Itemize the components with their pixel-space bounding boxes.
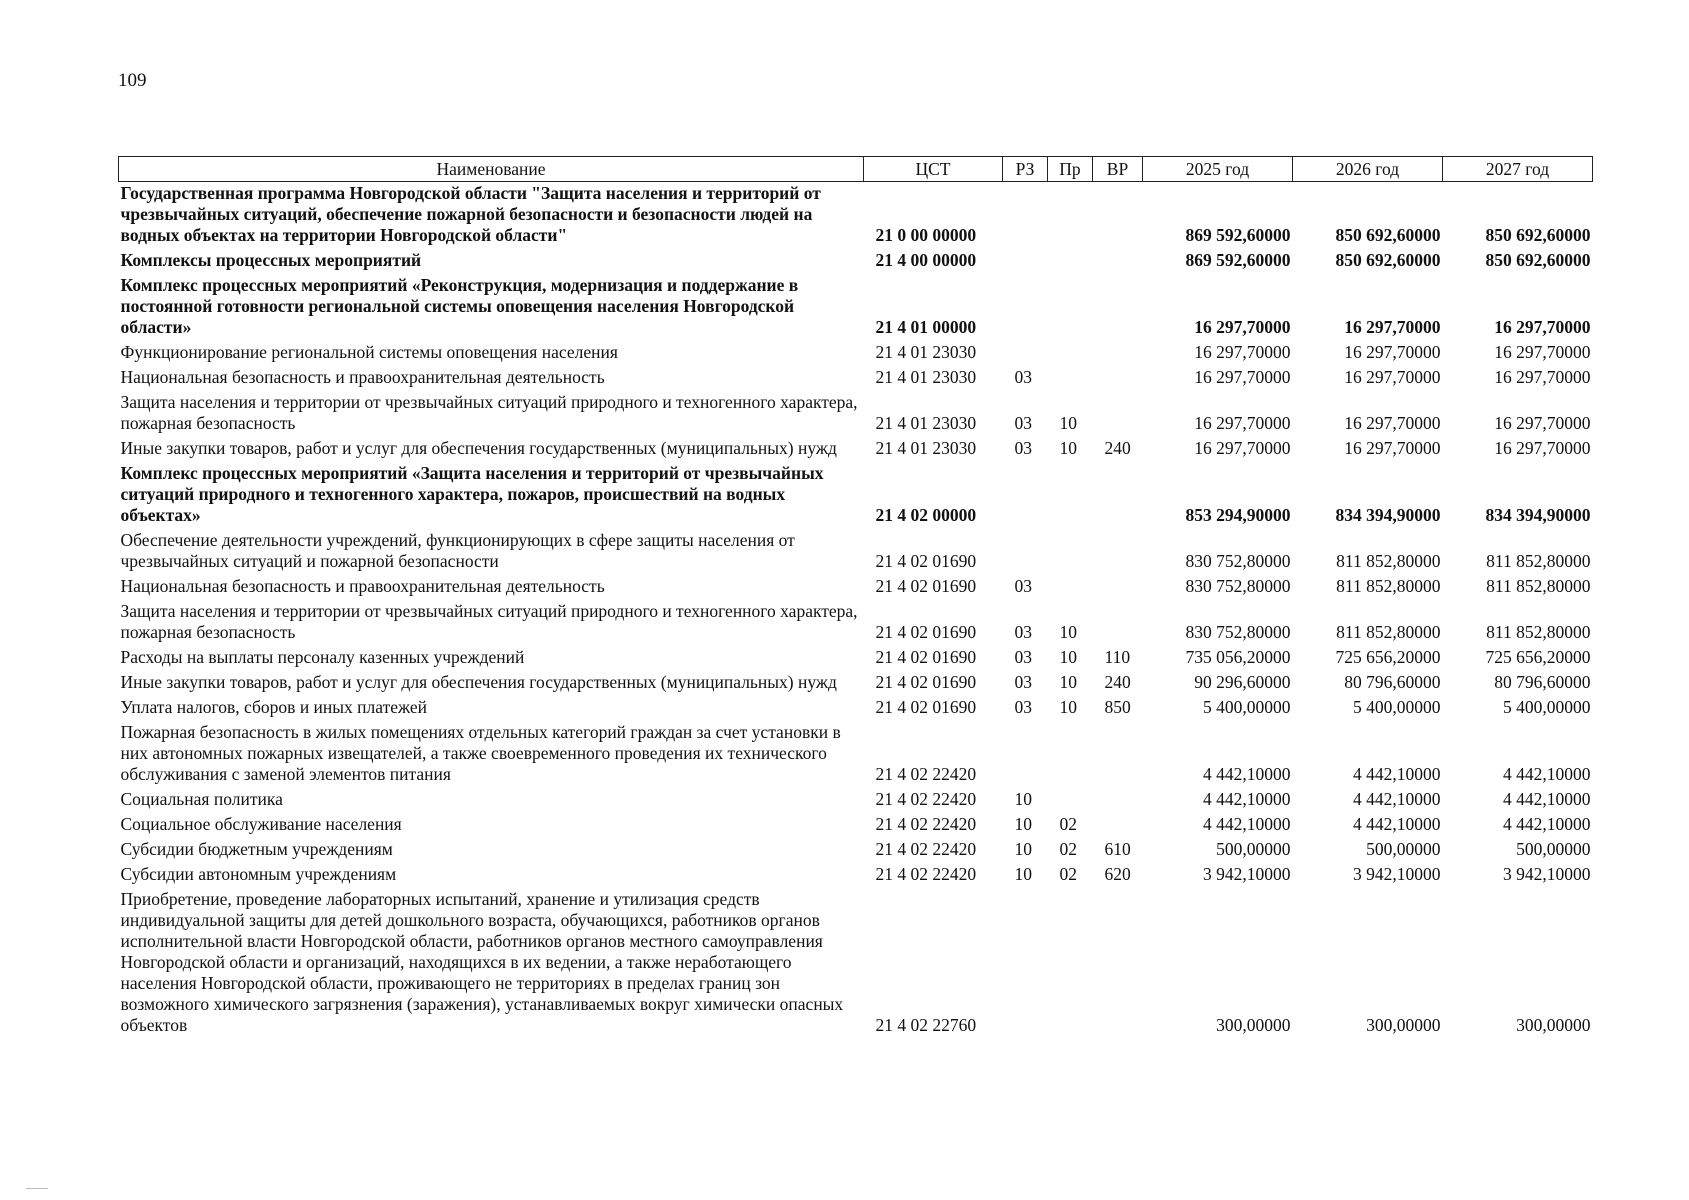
- cell-rz: [1003, 888, 1048, 1039]
- cell-2026: 850 692,60000: [1335, 250, 1441, 270]
- cell-pr: [1048, 341, 1093, 366]
- cell-name: Расходы на выплаты персоналу казенных учреждений: [120, 647, 525, 667]
- cell-rz: 03: [1014, 576, 1032, 596]
- cell-pr: [1048, 274, 1093, 341]
- table-row: [119, 600, 1593, 646]
- header-rz: РЗ: [1003, 157, 1048, 182]
- cell-name: Защита населения и территории от чрезвычайных ситуаций природного и техногенного характера, пожарная безопасность: [120, 601, 858, 642]
- cell-2025: 16 297,70000: [1194, 317, 1291, 337]
- cell-pr: 10: [1059, 622, 1077, 642]
- header-2025: 2025 год: [1143, 157, 1293, 182]
- cell-2026: 16 297,70000: [1344, 438, 1441, 458]
- cell-2027: 16 297,70000: [1494, 367, 1591, 387]
- cell-pr: [1048, 721, 1093, 788]
- cell-name: Приобретение, проведение лабораторных испытаний, хранение и утилизация средств индивидуальной защиты для детей дошкольного возраста, обучающихся, работников органов исполнительной власти Новгородской области, работников органов местного самоуправления Новгородской области и организаций, находящихся в их ведении, а также неработающего населения Новгородской области, проживающего не территориях в пределах границ зон возможного химического загрязнения (заражения), устанавливаемых вокруг химически опасных объектов: [120, 889, 844, 1035]
- cell-cst: 21 4 02 22420: [875, 864, 977, 884]
- cell-2026: 16 297,70000: [1344, 413, 1441, 433]
- cell-2027: 4 442,10000: [1503, 789, 1591, 809]
- cell-rz: [1003, 182, 1048, 250]
- cell-2026: 16 297,70000: [1344, 317, 1441, 337]
- cell-rz: [1003, 462, 1048, 529]
- cell-vr: [1093, 249, 1143, 274]
- table-row: [119, 575, 1593, 600]
- cell-cst: 21 4 01 23030: [875, 413, 977, 433]
- cell-2025: 4 442,10000: [1203, 764, 1291, 784]
- cell-vr: [1093, 462, 1143, 529]
- cell-rz: 03: [1014, 672, 1032, 692]
- table-row: [119, 696, 1593, 721]
- cell-name: Комплекс процессных мероприятий «Реконструкция, модернизация и поддержание в постоянной готовности региональной системы оповещения населения Новгородской области»: [120, 275, 799, 337]
- cell-pr: [1048, 575, 1093, 600]
- table-row: [119, 721, 1593, 788]
- cell-name: Государственная программа Новгородской области "Защита населения и территорий от чрезвычайных ситуаций, обеспечение пожарной безопасности и безопасности людей на водных объектах на территории Новгородской области": [120, 183, 821, 245]
- cell-cst: 21 4 01 00000: [875, 317, 977, 337]
- cell-2025: 735 056,20000: [1185, 647, 1291, 667]
- cell-2026: 16 297,70000: [1344, 342, 1441, 362]
- cell-pr: 10: [1059, 672, 1077, 692]
- cell-cst: 21 4 02 22760: [875, 1015, 977, 1035]
- cell-vr: [1093, 813, 1143, 838]
- table-row: [119, 366, 1593, 391]
- cell-2027: 4 442,10000: [1503, 814, 1591, 834]
- cell-2027: 300,00000: [1516, 1015, 1591, 1035]
- cell-pr: [1048, 249, 1093, 274]
- table-row: [119, 838, 1593, 863]
- cell-2027: 850 692,60000: [1485, 250, 1591, 270]
- cell-2026: 16 297,70000: [1344, 367, 1441, 387]
- cell-name: Социальная политика: [120, 789, 283, 809]
- cell-2025: 4 442,10000: [1203, 789, 1291, 809]
- table-row: [119, 391, 1593, 437]
- cell-name: Национальная безопасность и правоохранительная деятельность: [120, 576, 605, 596]
- cell-pr: 02: [1059, 839, 1077, 859]
- cell-2027: 5 400,00000: [1503, 697, 1591, 717]
- header-vr: ВР: [1093, 157, 1143, 182]
- cell-2027: 4 442,10000: [1503, 764, 1591, 784]
- table-row: [119, 249, 1593, 274]
- cell-name: Уплата налогов, сборов и иных платежей: [120, 697, 427, 717]
- cell-name: Субсидии автономным учреждениям: [120, 864, 397, 884]
- cell-name: Обеспечение деятельности учреждений, функционирующих в сфере защиты населения от чрезвычайных ситуаций и пожарной безопасности: [120, 530, 795, 571]
- table-row: [119, 274, 1593, 341]
- cell-2027: 16 297,70000: [1494, 438, 1591, 458]
- cell-cst: 21 4 01 23030: [875, 342, 977, 362]
- cell-2026: 80 796,60000: [1344, 672, 1441, 692]
- cell-rz: [1003, 721, 1048, 788]
- table-row: [119, 341, 1593, 366]
- scan-mark: [26, 1188, 48, 1189]
- table-row: [119, 888, 1593, 1039]
- cell-2026: 725 656,20000: [1335, 647, 1441, 667]
- cell-rz: [1003, 274, 1048, 341]
- header-name: Наименование: [119, 157, 864, 182]
- cell-2027: 16 297,70000: [1494, 317, 1591, 337]
- cell-cst: 21 0 00 00000: [875, 225, 977, 245]
- table-row: [119, 646, 1593, 671]
- cell-pr: [1048, 462, 1093, 529]
- cell-pr: [1048, 366, 1093, 391]
- cell-vr: [1093, 274, 1143, 341]
- cell-2026: 811 852,80000: [1336, 576, 1441, 596]
- cell-pr: [1048, 182, 1093, 250]
- cell-name: Функционирование региональной системы оповещения населения: [120, 342, 618, 362]
- cell-vr: 110: [1104, 647, 1131, 667]
- cell-2026: 4 442,10000: [1353, 764, 1441, 784]
- cell-2027: 811 852,80000: [1486, 551, 1591, 571]
- cell-pr: 02: [1059, 814, 1077, 834]
- cell-2025: 300,00000: [1216, 1015, 1291, 1035]
- cell-2025: 869 592,60000: [1185, 250, 1291, 270]
- header-cst: ЦСТ: [864, 157, 1003, 182]
- cell-cst: 21 4 02 01690: [875, 576, 977, 596]
- cell-2025: 869 592,60000: [1185, 225, 1291, 245]
- cell-2025: 16 297,70000: [1194, 438, 1291, 458]
- cell-vr: [1093, 888, 1143, 1039]
- cell-2026: 4 442,10000: [1353, 814, 1441, 834]
- cell-2026: 300,00000: [1366, 1015, 1441, 1035]
- cell-pr: 10: [1059, 697, 1077, 717]
- cell-name: Защита населения и территории от чрезвычайных ситуаций природного и техногенного характера, пожарная безопасность: [120, 392, 858, 433]
- cell-pr: 10: [1059, 438, 1077, 458]
- cell-vr: [1093, 788, 1143, 813]
- cell-rz: 10: [1014, 789, 1032, 809]
- cell-pr: 10: [1059, 413, 1077, 433]
- cell-name: Пожарная безопасность в жилых помещениях отдельных категорий граждан за счет установки в них автономных пожарных извещателей, а также своевременного проведения их технического обслуживания с заменой элементов питания: [120, 722, 841, 784]
- cell-rz: 10: [1014, 839, 1032, 859]
- cell-2026: 834 394,90000: [1335, 505, 1441, 525]
- cell-vr: 620: [1104, 864, 1131, 884]
- cell-rz: 03: [1014, 647, 1032, 667]
- cell-rz: 03: [1014, 697, 1032, 717]
- table-row: [119, 462, 1593, 529]
- cell-vr: 240: [1104, 672, 1131, 692]
- cell-2025: 90 296,60000: [1194, 672, 1291, 692]
- cell-cst: 21 4 02 00000: [875, 505, 977, 525]
- cell-2027: 80 796,60000: [1494, 672, 1591, 692]
- table-header: [119, 157, 1593, 182]
- cell-cst: 21 4 02 01690: [875, 672, 977, 692]
- cell-vr: [1093, 341, 1143, 366]
- cell-2025: 830 752,80000: [1185, 551, 1291, 571]
- cell-2027: 811 852,80000: [1486, 622, 1591, 642]
- cell-2025: 16 297,70000: [1194, 413, 1291, 433]
- cell-2025: 5 400,00000: [1203, 697, 1291, 717]
- cell-2025: 4 442,10000: [1203, 814, 1291, 834]
- page-number: 109: [118, 70, 147, 91]
- cell-cst: 21 4 02 01690: [875, 551, 977, 571]
- cell-cst: 21 4 00 00000: [875, 250, 977, 270]
- table-row: [119, 863, 1593, 888]
- header-2026: 2026 год: [1293, 157, 1443, 182]
- cell-rz: 03: [1014, 438, 1032, 458]
- cell-pr: 10: [1059, 647, 1077, 667]
- cell-name: Иные закупки товаров, работ и услуг для обеспечения государственных (муниципальных) нужд: [120, 672, 837, 692]
- cell-vr: 850: [1104, 697, 1131, 717]
- cell-rz: 03: [1014, 367, 1032, 387]
- cell-pr: 02: [1059, 864, 1077, 884]
- cell-rz: 10: [1014, 814, 1032, 834]
- cell-2027: 16 297,70000: [1494, 342, 1591, 362]
- cell-name: Субсидии бюджетным учреждениям: [120, 839, 393, 859]
- cell-2027: 16 297,70000: [1494, 413, 1591, 433]
- cell-2027: 725 656,20000: [1485, 647, 1591, 667]
- cell-vr: [1093, 391, 1143, 437]
- cell-cst: 21 4 01 23030: [875, 438, 977, 458]
- cell-vr: [1093, 575, 1143, 600]
- header-2027: 2027 год: [1443, 157, 1593, 182]
- cell-rz: 10: [1014, 864, 1032, 884]
- cell-pr: [1048, 529, 1093, 575]
- cell-vr: 610: [1104, 839, 1131, 859]
- cell-vr: [1093, 721, 1143, 788]
- cell-cst: 21 4 02 22420: [875, 789, 977, 809]
- cell-cst: 21 4 02 22420: [875, 839, 977, 859]
- cell-2026: 4 442,10000: [1353, 789, 1441, 809]
- cell-cst: 21 4 02 22420: [875, 814, 977, 834]
- table-body: [119, 182, 1593, 1040]
- cell-name: Комплекс процессных мероприятий «Защита населения и территорий от чрезвычайных ситуаций природного и техногенного характера, пожаров, происшествий на водных объектах»: [120, 463, 824, 525]
- cell-2026: 5 400,00000: [1353, 697, 1441, 717]
- cell-2026: 3 942,10000: [1353, 864, 1441, 884]
- cell-2025: 3 942,10000: [1203, 864, 1291, 884]
- cell-2027: 834 394,90000: [1485, 505, 1591, 525]
- cell-name: Иные закупки товаров, работ и услуг для обеспечения государственных (муниципальных) нужд: [120, 438, 837, 458]
- cell-2025: 830 752,80000: [1185, 576, 1291, 596]
- table-row: [119, 182, 1593, 250]
- cell-2026: 500,00000: [1366, 839, 1441, 859]
- table-row: [119, 437, 1593, 462]
- cell-2027: 811 852,80000: [1486, 576, 1591, 596]
- cell-vr: 240: [1104, 438, 1131, 458]
- cell-2026: 811 852,80000: [1336, 551, 1441, 571]
- table-row: [119, 788, 1593, 813]
- cell-2025: 500,00000: [1216, 839, 1291, 859]
- cell-pr: [1048, 788, 1093, 813]
- cell-rz: 03: [1014, 622, 1032, 642]
- cell-2027: 850 692,60000: [1485, 225, 1591, 245]
- cell-pr: [1048, 888, 1093, 1039]
- table-row: [119, 671, 1593, 696]
- cell-vr: [1093, 366, 1143, 391]
- cell-2025: 16 297,70000: [1194, 342, 1291, 362]
- cell-2027: 3 942,10000: [1503, 864, 1591, 884]
- table-row: [119, 813, 1593, 838]
- cell-cst: 21 4 02 01690: [875, 697, 977, 717]
- cell-cst: 21 4 01 23030: [875, 367, 977, 387]
- cell-cst: 21 4 02 01690: [875, 647, 977, 667]
- cell-rz: [1003, 529, 1048, 575]
- budget-table: [118, 156, 1593, 1039]
- cell-vr: [1093, 529, 1143, 575]
- cell-2026: 850 692,60000: [1335, 225, 1441, 245]
- cell-name: Комплексы процессных мероприятий: [120, 250, 422, 270]
- cell-vr: [1093, 182, 1143, 250]
- cell-cst: 21 4 02 01690: [875, 622, 977, 642]
- cell-vr: [1093, 600, 1143, 646]
- cell-name: Социальное обслуживание населения: [120, 814, 402, 834]
- header-pr: Пр: [1048, 157, 1093, 182]
- cell-2025: 830 752,80000: [1185, 622, 1291, 642]
- cell-rz: [1003, 249, 1048, 274]
- cell-2026: 811 852,80000: [1336, 622, 1441, 642]
- cell-name: Национальная безопасность и правоохранительная деятельность: [120, 367, 605, 387]
- cell-rz: [1003, 341, 1048, 366]
- cell-rz: 03: [1014, 413, 1032, 433]
- cell-2027: 500,00000: [1516, 839, 1591, 859]
- cell-2025: 853 294,90000: [1185, 505, 1291, 525]
- table-row: [119, 529, 1593, 575]
- cell-cst: 21 4 02 22420: [875, 764, 977, 784]
- cell-2025: 16 297,70000: [1194, 367, 1291, 387]
